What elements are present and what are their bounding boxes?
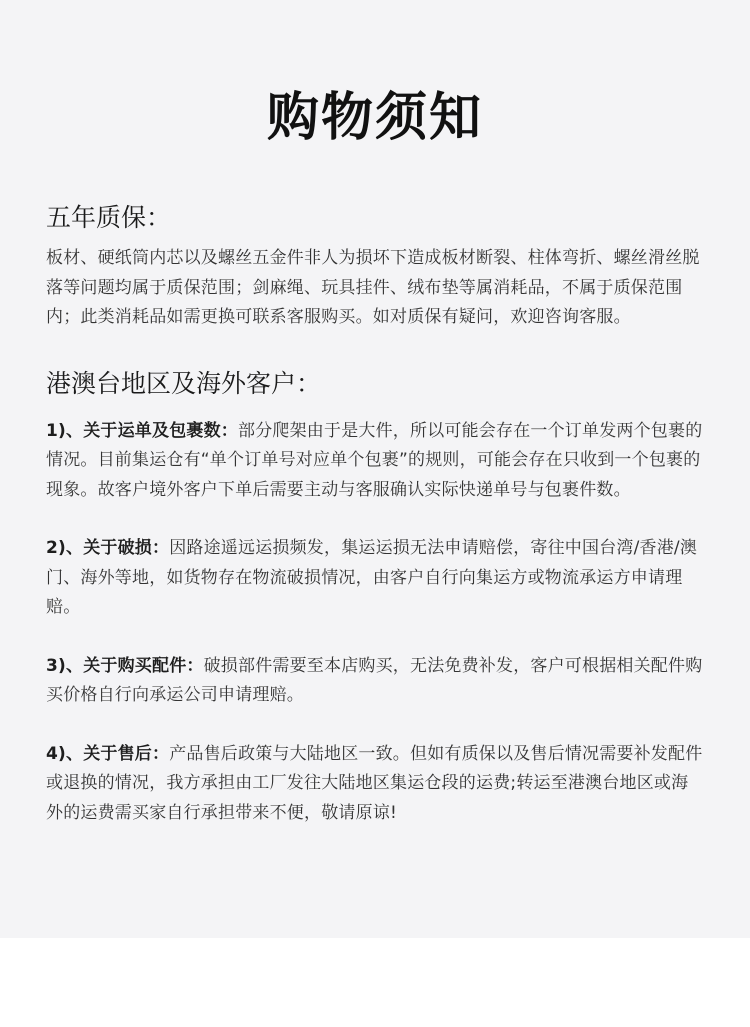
overseas-heading: 港澳台地区及海外客户： — [46, 368, 322, 398]
overseas-section — [46, 367, 704, 829]
notice-item-damage — [46, 534, 704, 623]
warranty-text: 板材、硬纸筒内芯以及螺丝五金件非人为损坏下造成板材断裂、柱体弯折、螺丝滑丝脱落等问题均属于质保范围；剑麻绳、玩具挂件、绒布垫等属消耗品，不属于质保范围内；此类消耗品如需更换可联系客服购买。如对质保有疑问，欢迎咨询客服。 — [46, 248, 700, 327]
notice-label: 4)、关于售后： — [46, 743, 170, 764]
notice-text: 因路途遥远运损频发，集运运损无法申请赔偿，寄往中国台湾/香港/澳门、海外等地，如货物存在物流破损情况，由客户自行向集运方或物流承运方申请理赔。 — [46, 538, 698, 617]
notice-item-parts — [46, 652, 704, 711]
notice-label: 2)、关于破损： — [46, 538, 170, 558]
notice-label: 1)、关于运单及包裹数： — [46, 420, 238, 441]
notice-text: 破损部件需要至本店购买，无法免费补发，客户可根据相关配件购买价格自行向承运公司申请理赔。 — [46, 655, 703, 705]
warranty-heading: 五年质保： — [46, 203, 172, 232]
page-title: 购物须知 — [266, 88, 483, 148]
notice-item-shipping-packages — [46, 417, 704, 506]
notice-text: 部分爬架由于是大件，所以可能会存在一个订单发两个包裹的情况。目前集运仓有“单个订单号对应单个包裹”的规则，可能会存在只收到一个包裹的现象。故客户境外客户下单后需要主动与客服确认实际快递单号与包裹件数。 — [46, 420, 703, 500]
warranty-section — [46, 201, 704, 333]
notice-item-after-sales — [46, 740, 704, 829]
notice-label: 3)、关于购买配件： — [46, 655, 204, 676]
notice-text: 产品售后政策与大陆地区一致。但如有质保以及售后情况需要补发配件或退换的情况，我方承担由工厂发往大陆地区集运仓段的运费;转运至港澳台地区或海外的运费需买家自行承担带来不便，敬请原谅! — [46, 743, 703, 823]
